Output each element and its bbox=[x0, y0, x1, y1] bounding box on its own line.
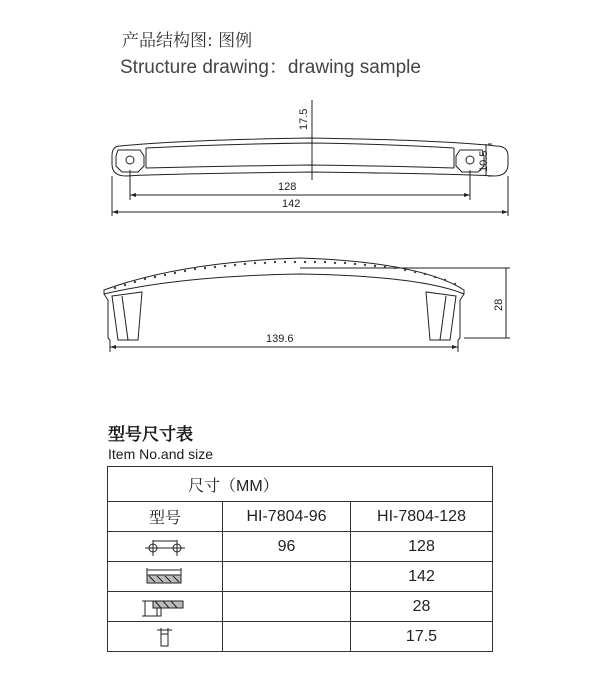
model-name: HI-7804-96 bbox=[223, 502, 351, 532]
size-header: 尺寸（MM） bbox=[108, 467, 493, 502]
table-cell: 142 bbox=[351, 562, 493, 592]
section-title-chinese: 型号尺寸表 bbox=[108, 425, 193, 445]
title-chinese: 产品结构图: 图例 bbox=[122, 31, 253, 51]
hole-spacing-icon bbox=[108, 532, 223, 562]
dim-length: 142 bbox=[282, 198, 301, 210]
table-row bbox=[108, 562, 493, 592]
size-table bbox=[107, 466, 493, 652]
handle-side-outline bbox=[104, 258, 464, 294]
hole-right bbox=[466, 156, 474, 164]
table-row bbox=[108, 592, 493, 622]
table-cell: 96 bbox=[223, 532, 351, 562]
model-label: 型号 bbox=[108, 502, 223, 532]
table-cell bbox=[223, 592, 351, 622]
table-row bbox=[108, 622, 493, 652]
dim-side-length: 139.6 bbox=[266, 333, 294, 345]
table-row bbox=[108, 532, 493, 562]
height-icon bbox=[108, 592, 223, 622]
dim-height-side: 28 bbox=[493, 298, 505, 311]
table-cell: 17.5 bbox=[351, 622, 493, 652]
title-english: Structure drawing：drawing sample bbox=[120, 57, 421, 78]
width-icon bbox=[108, 622, 223, 652]
model-name: HI-7804-128 bbox=[351, 502, 493, 532]
table-cell: 128 bbox=[351, 532, 493, 562]
table-cell bbox=[223, 622, 351, 652]
mount-left bbox=[116, 150, 144, 172]
dim-width-top: 10.5 bbox=[478, 150, 490, 172]
section-title-english: Item No.and size bbox=[108, 446, 214, 462]
dim-hole-spacing: 128 bbox=[278, 181, 297, 193]
table-cell: 28 bbox=[351, 592, 493, 622]
table-cell bbox=[223, 562, 351, 592]
total-length-icon bbox=[108, 562, 223, 592]
dim-height-top: 17.5 bbox=[298, 108, 310, 130]
handle-top-outline bbox=[112, 138, 508, 176]
bead-pattern bbox=[114, 261, 456, 289]
hole-left bbox=[126, 156, 134, 164]
